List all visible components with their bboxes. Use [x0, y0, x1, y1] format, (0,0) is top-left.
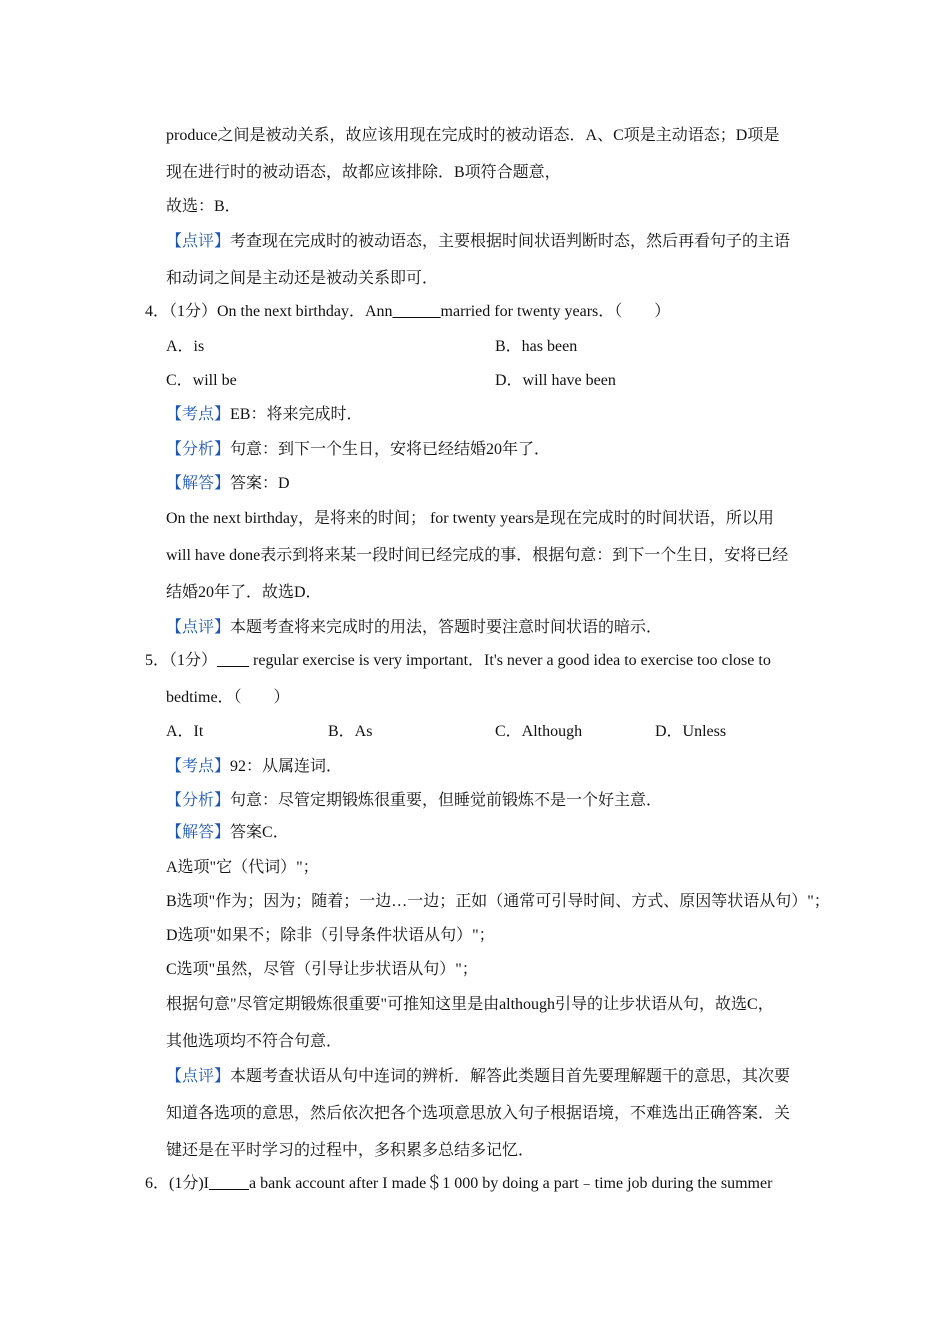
fenxi-tag: 【分析】	[166, 441, 231, 458]
jieda-line	[166, 822, 289, 844]
comment-line	[166, 617, 662, 639]
text-line: 故选：B．	[166, 198, 241, 215]
question-5-stem-end: regular exercise is very important．It's never a good idea to exercise too close to	[249, 652, 771, 669]
question-6	[145, 1173, 772, 1195]
fenxi-text: 句意：到下一个生日，安将已经结婚20年了．	[230, 441, 551, 458]
text-line: produce之间是被动关系，故应该用现在完成时的被动语态．A、C项是主动语态；D项是	[166, 127, 780, 144]
fenxi-line	[166, 790, 662, 812]
question-5-stem: 5．（1分）	[145, 652, 218, 669]
kaodian-line	[166, 404, 362, 426]
text-line: 知道各选项的意思，然后依次把各个选项意思放入句子根据语境，不难选出正确答案．关	[166, 1105, 791, 1122]
text-line: 根据句意"尽管定期锻炼很重要"可推知这里是由although引导的让步状语从句，故选C，	[166, 996, 774, 1013]
text-line: B选项"作为；因为；随着；一边…一边；正如（通常可引导时间、方式、原因等状语从句）"；	[166, 893, 830, 910]
jieda-tag: 【解答】	[166, 824, 231, 841]
text-line: 和动词之间是主动还是被动关系即可．	[166, 270, 439, 287]
option-b: B．has been	[495, 338, 578, 355]
question-6-stem-end: a bank account after I made＄1 000 by doing a part﹣time job during the summer	[249, 1175, 773, 1192]
question-4-stem-end: married for twenty years．（ ）	[440, 303, 671, 320]
option-a: A．It	[166, 723, 204, 740]
option-c: C．will be	[166, 372, 237, 389]
kaodian-text: EB：将来完成时．	[230, 406, 363, 423]
text-line: On the next birthday，是将来的时间； for twenty years是现在完成时的时间状语，所以用	[166, 510, 774, 527]
question-4	[145, 301, 670, 323]
question-4-stem: 4．（1分）On the next birthday．Ann	[145, 303, 393, 320]
jieda-line	[166, 473, 290, 495]
comment-line	[166, 231, 790, 253]
fenxi-text: 句意：尽管定期锻炼很重要，但睡觉前锻炼不是一个好主意．	[230, 792, 663, 809]
question-4-blank: ______	[392, 303, 441, 320]
question-6-blank: _____	[209, 1175, 249, 1192]
text-line: 结婚20年了．故选D．	[166, 584, 322, 601]
option-d: D．Unless	[655, 723, 727, 740]
text-line: C选项"虽然，尽管（引导让步状语从句）"；	[166, 961, 478, 978]
option-a: A．is	[166, 338, 205, 355]
kaodian-tag: 【考点】	[166, 406, 231, 423]
option-b: B．As	[328, 723, 373, 740]
text-line: A选项"它（代词）"；	[166, 859, 319, 876]
comment-tag: 【点评】	[166, 619, 231, 636]
fenxi-tag: 【分析】	[166, 792, 231, 809]
text-line: 现在进行时的被动语态，故都应该排除．B项符合题意，	[166, 164, 561, 181]
option-d: D．will have been	[495, 372, 616, 389]
jieda-text: 答案：D	[230, 475, 290, 492]
comment-tag: 【点评】	[166, 1068, 231, 1085]
text-line: bedtime．（ ）	[166, 689, 290, 706]
comment-line	[166, 1066, 790, 1088]
comment-text: 本题考查将来完成时的用法，答题时要注意时间状语的暗示．	[230, 619, 663, 636]
question-6-stem: 6．(1分)I	[145, 1175, 209, 1192]
jieda-text: 答案C．	[230, 824, 289, 841]
text-line: will have done表示到将来某一段时间已经完成的事．根据句意：到下一个生日，安将已经	[166, 547, 789, 564]
jieda-tag: 【解答】	[166, 475, 231, 492]
text-line: 键还是在平时学习的过程中，多积累多总结多记忆．	[166, 1142, 535, 1159]
kaodian-tag: 【考点】	[166, 758, 231, 775]
comment-text: 本题考查状语从句中连词的辨析．解答此类题目首先要理解题干的意思，其次要	[230, 1068, 791, 1085]
text-line: 其他选项均不符合句意．	[166, 1033, 343, 1050]
comment-tag: 【点评】	[166, 233, 231, 250]
option-c: C．Although	[495, 723, 583, 740]
comment-text: 考查现在完成时的被动语态，主要根据时间状语判断时态，然后再看句子的主语	[230, 233, 791, 250]
question-5	[145, 650, 771, 672]
kaodian-line	[166, 756, 342, 778]
kaodian-text: 92：从属连词．	[230, 758, 343, 775]
question-5-blank: ____	[217, 652, 250, 669]
text-line: D选项"如果不；除非（引导条件状语从句）"；	[166, 927, 495, 944]
fenxi-line	[166, 439, 550, 461]
